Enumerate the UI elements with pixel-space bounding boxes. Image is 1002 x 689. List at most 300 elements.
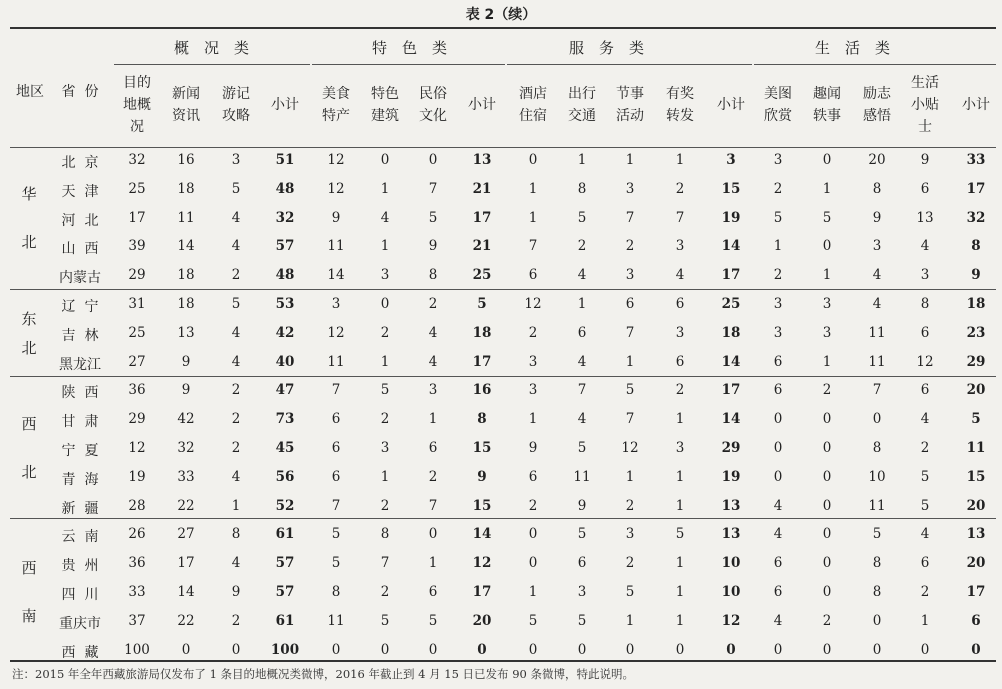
value-cell: 0 xyxy=(675,641,685,658)
value-cell: 4 xyxy=(773,612,783,629)
column-header-line: 地概 xyxy=(123,97,151,113)
value-cell: 8 xyxy=(872,440,882,456)
subtotal-cell: 13 xyxy=(721,526,741,543)
column-header-line: 交通 xyxy=(568,108,596,124)
value-cell: 3 xyxy=(231,152,241,168)
value-cell: 3 xyxy=(675,238,685,255)
value-cell: 5 xyxy=(773,209,783,226)
value-cell: 1 xyxy=(675,468,685,485)
value-cell: 5 xyxy=(920,468,930,485)
value-cell: 4 xyxy=(920,411,930,428)
value-cell: 12 xyxy=(327,324,345,341)
subtotal-cell: 9 xyxy=(477,468,487,485)
value-cell: 4 xyxy=(428,324,438,341)
value-cell: 1 xyxy=(675,152,685,168)
province-name: 黑龙江 xyxy=(59,356,101,373)
subtotal-cell: 23 xyxy=(966,324,986,341)
value-cell: 6 xyxy=(528,267,538,284)
value-cell: 9 xyxy=(577,497,587,514)
value-cell: 0 xyxy=(822,555,832,572)
value-cell: 0 xyxy=(822,584,832,600)
subtotal-cell: 17 xyxy=(966,180,986,197)
value-cell: 2 xyxy=(231,411,241,428)
value-cell: 0 xyxy=(625,641,635,658)
subtotal-cell: 14 xyxy=(721,238,741,255)
subtotal-cell: 42 xyxy=(275,324,295,341)
value-cell: 4 xyxy=(773,497,783,514)
province-name: 贵 州 xyxy=(61,558,99,575)
subtotal-cell: 25 xyxy=(472,267,492,284)
subtotal-cell: 15 xyxy=(472,440,492,456)
column-header xyxy=(706,94,756,116)
value-cell: 25 xyxy=(128,180,146,197)
subtotal-cell: 9 xyxy=(971,267,981,284)
value-cell: 3 xyxy=(625,180,635,197)
column-header-line: 趣闻 xyxy=(813,86,841,102)
value-cell: 1 xyxy=(625,468,635,485)
value-cell: 8 xyxy=(428,267,438,284)
value-cell: 26 xyxy=(128,526,146,543)
subtotal-cell: 13 xyxy=(721,497,741,514)
value-cell: 1 xyxy=(625,353,635,370)
value-cell: 5 xyxy=(331,555,341,572)
value-cell: 0 xyxy=(822,526,832,543)
value-cell: 0 xyxy=(822,641,832,658)
subtotal-cell: 53 xyxy=(275,296,295,312)
subtotal-cell: 0 xyxy=(726,641,736,658)
value-cell: 1 xyxy=(920,612,930,629)
province-name: 内蒙古 xyxy=(59,270,101,287)
value-cell: 0 xyxy=(428,526,438,543)
value-cell: 0 xyxy=(822,411,832,428)
value-cell: 18 xyxy=(177,267,195,284)
value-cell: 1 xyxy=(380,238,390,255)
value-cell: 1 xyxy=(528,411,538,428)
region-label: 北 xyxy=(21,463,37,482)
value-cell: 6 xyxy=(920,324,930,341)
value-cell: 3 xyxy=(331,296,341,312)
value-cell: 0 xyxy=(331,641,341,658)
group-header: 概况类 xyxy=(173,39,264,57)
value-cell: 20 xyxy=(868,152,886,168)
value-cell: 3 xyxy=(773,152,783,168)
value-cell: 2 xyxy=(380,497,390,514)
subtotal-cell: 33 xyxy=(966,152,986,168)
value-cell: 1 xyxy=(625,612,635,629)
value-cell: 5 xyxy=(872,526,882,543)
value-cell: 4 xyxy=(380,209,390,226)
subtotal-cell: 32 xyxy=(966,209,986,226)
subtotal-cell: 51 xyxy=(275,152,295,168)
value-cell: 7 xyxy=(625,209,635,226)
value-cell: 4 xyxy=(231,555,241,572)
subtotal-cell: 0 xyxy=(477,641,487,658)
value-cell: 1 xyxy=(577,152,587,168)
column-header-line: 文化 xyxy=(419,108,447,124)
value-cell: 0 xyxy=(822,238,832,255)
subtotal-cell: 40 xyxy=(275,353,295,370)
value-cell: 0 xyxy=(822,152,832,168)
value-cell: 2 xyxy=(625,497,635,514)
subtotal-cell: 5 xyxy=(477,296,487,312)
value-cell: 3 xyxy=(528,382,538,399)
subtotal-cell: 52 xyxy=(275,497,295,514)
column-header-line: 出行 xyxy=(568,86,596,102)
value-cell: 2 xyxy=(528,497,538,514)
group-header: 生活类 xyxy=(814,39,905,57)
rule-line xyxy=(10,147,996,148)
subtotal-cell: 29 xyxy=(721,440,741,456)
group-underline xyxy=(312,64,505,65)
value-cell: 0 xyxy=(528,641,538,658)
subtotal-cell: 18 xyxy=(721,324,741,341)
column-header xyxy=(900,72,950,138)
value-cell: 5 xyxy=(428,209,438,226)
value-cell: 0 xyxy=(380,296,390,312)
value-cell: 2 xyxy=(231,440,241,456)
subtotal-cell: 13 xyxy=(472,152,492,168)
value-cell: 2 xyxy=(773,180,783,197)
value-cell: 12 xyxy=(327,180,345,197)
group-header: 特色类 xyxy=(371,39,462,57)
value-cell: 4 xyxy=(231,353,241,370)
subtotal-cell: 57 xyxy=(275,584,295,600)
value-cell: 0 xyxy=(380,641,390,658)
value-cell: 3 xyxy=(428,382,438,399)
value-cell: 14 xyxy=(177,584,195,600)
column-header-line: 励志 xyxy=(863,86,891,102)
value-cell: 33 xyxy=(177,468,195,485)
value-cell: 0 xyxy=(920,641,930,658)
value-cell: 5 xyxy=(231,180,241,197)
subtotal-cell: 14 xyxy=(721,353,741,370)
value-cell: 0 xyxy=(428,152,438,168)
subtotal-cell: 21 xyxy=(472,238,492,255)
value-cell: 2 xyxy=(822,382,832,399)
column-header-line: 转发 xyxy=(666,108,694,124)
column-header-line: 小计 xyxy=(962,97,990,113)
group-header: 服务类 xyxy=(568,39,659,57)
value-cell: 3 xyxy=(920,267,930,284)
value-cell: 12 xyxy=(327,152,345,168)
value-cell: 2 xyxy=(920,440,930,456)
value-cell: 0 xyxy=(773,440,783,456)
province-name: 天 津 xyxy=(61,183,99,200)
province-name: 辽 宁 xyxy=(61,299,99,315)
column-header xyxy=(211,83,261,127)
value-cell: 0 xyxy=(773,411,783,428)
value-cell: 17 xyxy=(177,555,195,572)
value-cell: 2 xyxy=(773,267,783,284)
subtotal-cell: 21 xyxy=(472,180,492,197)
column-header-line: 新闻 xyxy=(172,86,200,102)
value-cell: 5 xyxy=(428,612,438,629)
value-cell: 4 xyxy=(872,267,882,284)
value-cell: 5 xyxy=(625,382,635,399)
value-cell: 13 xyxy=(177,324,195,341)
rule-line xyxy=(10,27,996,29)
value-cell: 2 xyxy=(577,238,587,255)
value-cell: 7 xyxy=(872,382,882,399)
value-cell: 5 xyxy=(577,526,587,543)
value-cell: 14 xyxy=(327,267,345,284)
subtotal-cell: 14 xyxy=(472,526,492,543)
subtotal-cell: 20 xyxy=(966,497,986,514)
column-header xyxy=(161,83,211,127)
subtotal-cell: 8 xyxy=(477,411,487,428)
value-cell: 3 xyxy=(380,440,390,456)
value-cell: 4 xyxy=(231,209,241,226)
value-cell: 0 xyxy=(428,641,438,658)
rule-line xyxy=(10,660,996,662)
value-cell: 0 xyxy=(822,497,832,514)
value-cell: 4 xyxy=(231,238,241,255)
value-cell: 7 xyxy=(625,324,635,341)
value-cell: 6 xyxy=(773,555,783,572)
value-cell: 31 xyxy=(128,296,146,312)
value-cell: 2 xyxy=(428,468,438,485)
subtotal-cell: 8 xyxy=(971,238,981,255)
region-label: 西 xyxy=(21,415,37,434)
subtotal-cell: 10 xyxy=(721,584,741,600)
subtotal-cell: 12 xyxy=(472,555,492,572)
rule-line xyxy=(10,289,996,290)
column-header-line: 欣赏 xyxy=(764,108,792,124)
column-header-line: 目的 xyxy=(123,75,151,91)
subtotal-cell: 17 xyxy=(721,267,741,284)
subtotal-cell: 20 xyxy=(966,555,986,572)
value-cell: 4 xyxy=(577,411,587,428)
column-header xyxy=(360,83,410,127)
province-name: 青 海 xyxy=(61,471,99,488)
value-cell: 1 xyxy=(822,353,832,370)
column-header-line: 游记 xyxy=(222,86,250,102)
value-cell: 0 xyxy=(872,612,882,629)
value-cell: 0 xyxy=(528,555,538,572)
value-cell: 14 xyxy=(177,238,195,255)
column-header xyxy=(605,83,655,127)
value-cell: 1 xyxy=(773,238,783,255)
value-cell: 3 xyxy=(773,324,783,341)
subtotal-cell: 57 xyxy=(275,555,295,572)
value-cell: 6 xyxy=(773,382,783,399)
subtotal-cell: 3 xyxy=(726,152,736,168)
region-label: 西 xyxy=(21,559,37,578)
group-underline xyxy=(114,64,310,65)
value-cell: 4 xyxy=(231,468,241,485)
value-cell: 0 xyxy=(181,641,191,658)
value-cell: 100 xyxy=(124,641,150,658)
value-cell: 3 xyxy=(625,526,635,543)
column-header xyxy=(112,72,162,138)
column-header xyxy=(408,83,458,127)
province-header: 省 份 xyxy=(61,84,99,100)
value-cell: 5 xyxy=(675,526,685,543)
value-cell: 1 xyxy=(675,411,685,428)
value-cell: 11 xyxy=(868,353,886,370)
column-header-line: 有奖 xyxy=(666,86,694,102)
value-cell: 1 xyxy=(577,296,587,312)
value-cell: 3 xyxy=(773,296,783,312)
subtotal-cell: 17 xyxy=(721,382,741,399)
region-label: 北 xyxy=(21,338,37,357)
value-cell: 5 xyxy=(920,497,930,514)
province-name: 甘 肃 xyxy=(61,414,99,431)
value-cell: 2 xyxy=(625,238,635,255)
value-cell: 11 xyxy=(327,238,345,255)
value-cell: 1 xyxy=(528,180,538,197)
value-cell: 2 xyxy=(920,584,930,600)
value-cell: 9 xyxy=(181,353,191,370)
value-cell: 0 xyxy=(822,468,832,485)
subtotal-cell: 45 xyxy=(275,440,295,456)
column-header-line: 感悟 xyxy=(863,108,891,124)
value-cell: 4 xyxy=(428,353,438,370)
value-cell: 2 xyxy=(231,267,241,284)
value-cell: 2 xyxy=(428,296,438,312)
subtotal-cell: 0 xyxy=(971,641,981,658)
value-cell: 4 xyxy=(920,238,930,255)
value-cell: 8 xyxy=(920,296,930,312)
value-cell: 4 xyxy=(872,296,882,312)
table-title: 表 2（续） xyxy=(465,7,537,23)
column-header-line: 美食 xyxy=(322,86,350,102)
subtotal-cell: 57 xyxy=(275,238,295,255)
column-header-line: 酒店 xyxy=(519,86,547,102)
value-cell: 1 xyxy=(380,353,390,370)
value-cell: 12 xyxy=(916,353,934,370)
value-cell: 6 xyxy=(331,468,341,485)
value-cell: 4 xyxy=(675,267,685,284)
subtotal-cell: 5 xyxy=(971,411,981,428)
value-cell: 0 xyxy=(528,526,538,543)
value-cell: 9 xyxy=(181,382,191,399)
column-header xyxy=(852,83,902,127)
value-cell: 2 xyxy=(380,324,390,341)
value-cell: 3 xyxy=(872,238,882,255)
value-cell: 2 xyxy=(625,555,635,572)
value-cell: 1 xyxy=(822,180,832,197)
value-cell: 8 xyxy=(872,584,882,600)
column-header-line: 特色 xyxy=(371,86,399,102)
rule-line xyxy=(10,376,996,377)
subtotal-cell: 47 xyxy=(275,382,295,399)
value-cell: 0 xyxy=(773,641,783,658)
province-name: 北 京 xyxy=(61,155,99,171)
province-name: 新 疆 xyxy=(61,500,99,517)
value-cell: 5 xyxy=(822,209,832,226)
value-cell: 22 xyxy=(177,612,195,629)
province-name: 云 南 xyxy=(61,529,99,546)
value-cell: 7 xyxy=(428,497,438,514)
subtotal-cell: 61 xyxy=(275,526,295,543)
value-cell: 8 xyxy=(577,180,587,197)
value-cell: 37 xyxy=(128,612,146,629)
value-cell: 7 xyxy=(428,180,438,197)
subtotal-cell: 20 xyxy=(966,382,986,399)
value-cell: 6 xyxy=(920,382,930,399)
value-cell: 7 xyxy=(577,382,587,399)
column-header xyxy=(311,83,361,127)
value-cell: 5 xyxy=(577,209,587,226)
value-cell: 8 xyxy=(331,584,341,600)
subtotal-cell: 16 xyxy=(472,382,492,399)
column-header xyxy=(557,83,607,127)
subtotal-cell: 17 xyxy=(472,209,492,226)
value-cell: 5 xyxy=(231,296,241,312)
value-cell: 11 xyxy=(177,209,195,226)
subtotal-cell: 17 xyxy=(966,584,986,600)
value-cell: 9 xyxy=(331,209,341,226)
value-cell: 3 xyxy=(380,267,390,284)
value-cell: 5 xyxy=(625,584,635,600)
subtotal-cell: 100 xyxy=(270,641,300,658)
value-cell: 0 xyxy=(528,152,538,168)
region-label: 华 xyxy=(21,185,37,203)
value-cell: 9 xyxy=(528,440,538,456)
value-cell: 18 xyxy=(177,180,195,197)
region-header: 地区 xyxy=(16,84,44,100)
column-header-line: 生活 xyxy=(911,75,939,91)
subtotal-cell: 48 xyxy=(275,180,295,197)
subtotal-cell: 13 xyxy=(966,526,986,543)
value-cell: 0 xyxy=(231,641,241,658)
province-name: 山 西 xyxy=(61,241,99,258)
value-cell: 3 xyxy=(625,267,635,284)
value-cell: 1 xyxy=(675,584,685,600)
value-cell: 6 xyxy=(428,584,438,600)
subtotal-cell: 18 xyxy=(472,324,492,341)
value-cell: 2 xyxy=(231,382,241,399)
province-name: 陕 西 xyxy=(61,385,99,402)
value-cell: 27 xyxy=(177,526,195,543)
column-header xyxy=(951,94,1001,116)
province-name: 吉 林 xyxy=(61,327,99,344)
value-cell: 6 xyxy=(428,440,438,456)
region-label: 北 xyxy=(21,233,37,251)
column-header-line: 轶事 xyxy=(813,108,841,124)
value-cell: 6 xyxy=(528,468,538,485)
value-cell: 9 xyxy=(872,209,882,226)
region-label: 东 xyxy=(21,309,37,328)
value-cell: 6 xyxy=(625,296,635,312)
value-cell: 6 xyxy=(577,555,587,572)
province-name: 西 藏 xyxy=(61,644,99,661)
column-header-line: 民俗 xyxy=(419,86,447,102)
value-cell: 3 xyxy=(528,353,538,370)
value-cell: 4 xyxy=(577,353,587,370)
value-cell: 4 xyxy=(577,267,587,284)
subtotal-cell: 18 xyxy=(966,296,986,312)
value-cell: 33 xyxy=(128,584,146,600)
value-cell: 4 xyxy=(231,324,241,341)
value-cell: 19 xyxy=(128,468,146,485)
column-header-line: 特产 xyxy=(322,108,350,124)
column-header xyxy=(260,94,310,116)
value-cell: 32 xyxy=(128,152,146,168)
subtotal-cell: 32 xyxy=(275,209,295,226)
value-cell: 5 xyxy=(528,612,538,629)
value-cell: 0 xyxy=(872,411,882,428)
column-header-line: 小计 xyxy=(271,97,299,113)
value-cell: 5 xyxy=(331,526,341,543)
column-header-line: 建筑 xyxy=(371,108,399,124)
value-cell: 7 xyxy=(625,411,635,428)
subtotal-cell: 25 xyxy=(721,296,741,312)
value-cell: 11 xyxy=(327,353,345,370)
province-name: 河 北 xyxy=(61,212,99,229)
column-header xyxy=(802,83,852,127)
